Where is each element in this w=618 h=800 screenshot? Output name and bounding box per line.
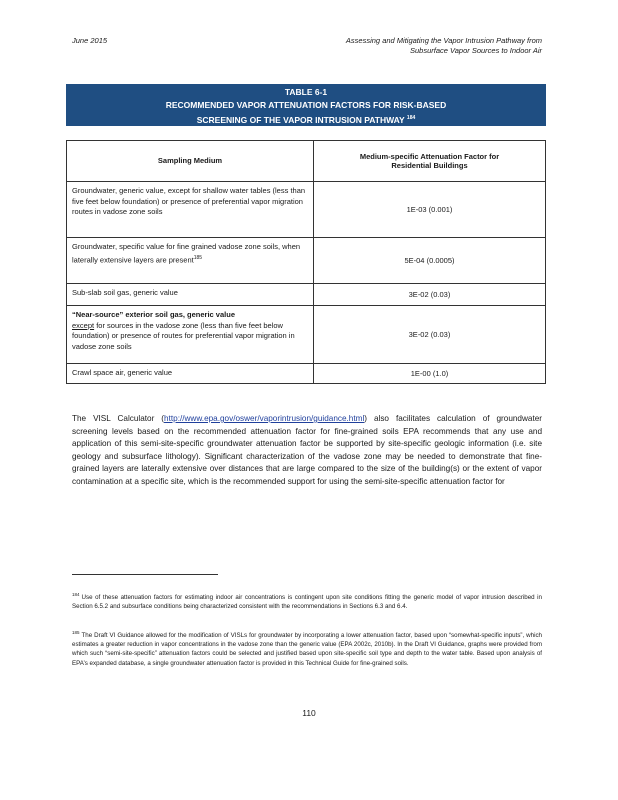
header-date: June 2015	[72, 36, 108, 45]
footnote-text: Use of these attenuation factors for estimating indoor air concentrations is contingent upon site conditions fitting the generic model of vapor intrusion described in Section 6.5.2 and subsurface conditions being characterized consistent with the recommendations in Sections 6.3 and 6.4.	[72, 594, 542, 611]
table-title-line2-wrap	[66, 112, 546, 127]
cell-medium-label: “Near-source” exterior soil gas, generic value	[72, 310, 235, 319]
footnote	[72, 628, 542, 668]
visl-guidance-link[interactable]: http://www.epa.gov/oswer/vaporintrusion/guidance.html	[164, 414, 365, 423]
cell-medium: Sub-slab soil gas, generic value	[67, 284, 314, 306]
cell-medium-except: except	[72, 320, 95, 330]
table-row	[67, 284, 546, 306]
header-title-line1: Assessing and Mitigating the Vapor Intrusion Pathway from	[345, 36, 542, 45]
page-number: 110	[302, 708, 316, 718]
cell-factor: 5E-04 (0.0005)	[314, 238, 546, 284]
col-header-attenuation-factor	[314, 141, 546, 182]
footnote-text: The Draft VI Guidance allowed for the modification of VISLs for groundwater by incorporating a lower attenuation factor, based upon “somewhat-specific inputs”, which estimates a greater reduction in vapor concentrations in the vadose zone than the generic value (EPA 2002c, 2010b). In the Draft VI Guidance, graphs were provided from which such “semi-site-specific” attenuation factors could be selected and justified based upon site-specific soil type and depth to the water table. Based upon analysis of EPA’s expanded database, a single groundwater attenuation factor is provided in this Technical Guide for fine-grained soils.	[72, 632, 542, 667]
cell-medium: Groundwater, generic value, except for shallow water tables (less than five feet below foundation) or presence of preferential vapor migration routes in vadose zone soils	[67, 182, 314, 238]
cell-medium	[67, 238, 314, 284]
body-text-rest: ) also facilitates calculation of groundwater screening levels based on the recommended attenuation factor for fine-grained soils EPA recommends that any use and application of this semi-site-specific groundwater attenuation factor be supported by site-specific geologic information (i.e. site geology and subsurface lithology). Significant characterization of the vadose zone may be needed to demonstrate that fine-grained layers are laterally extensive over distances that are large compared to the size of the building(s) or the extent of vapor contamination at a specific site, which is the recommended support for using the semi-site-specific attenuation factor for	[72, 414, 542, 486]
cell-factor: 1E-03 (0.001)	[314, 182, 546, 238]
body-text-start: The VISL Calculator (	[72, 414, 165, 423]
table-row	[67, 238, 546, 284]
footnote	[72, 590, 542, 611]
cell-factor: 3E-02 (0.03)	[314, 306, 546, 364]
header-title-line2: Subsurface Vapor Sources to Indoor Air	[409, 46, 542, 55]
table-header-row	[67, 141, 546, 182]
col-header-attenuation-line1: Medium-specific Attenuation Factor for	[359, 152, 500, 161]
table-row	[67, 182, 546, 238]
table-title-line2: SCREENING OF THE VAPOR INTRUSION PATHWAY	[196, 114, 405, 125]
table-title-footnote-ref: 184	[406, 115, 416, 121]
header-title	[346, 36, 542, 56]
cell-medium: Crawl space air, generic value	[67, 364, 314, 384]
table-row	[67, 364, 546, 384]
footnote-number: 185	[72, 630, 80, 635]
footnote-number: 184	[72, 592, 80, 597]
cell-factor: 1E-00 (1.0)	[314, 364, 546, 384]
footnote-divider	[72, 574, 218, 575]
table-title-line1: RECOMMENDED VAPOR ATTENUATION FACTORS FOR RISK-BASED	[165, 100, 447, 110]
cell-factor: 3E-02 (0.03)	[314, 284, 546, 306]
footnote-ref: 185	[193, 254, 203, 261]
table-number: TABLE 6-1	[284, 87, 328, 97]
col-header-attenuation-line2: Residential Buildings	[391, 161, 468, 170]
body-paragraph	[72, 413, 542, 489]
cell-medium-text: Groundwater, specific value for fine grained vadose zone soils, when laterally extensive layers are present	[72, 242, 301, 264]
cell-medium	[67, 306, 314, 364]
cell-medium-rest: for sources in the vadose zone (less than five feet below foundation) or presence of routes for preferential vapor migration in vadose zone soils	[72, 320, 295, 351]
table-row	[67, 306, 546, 364]
col-header-sampling-medium: Sampling Medium	[67, 141, 314, 182]
attenuation-factor-table	[66, 140, 546, 384]
table-title-banner	[66, 84, 546, 126]
